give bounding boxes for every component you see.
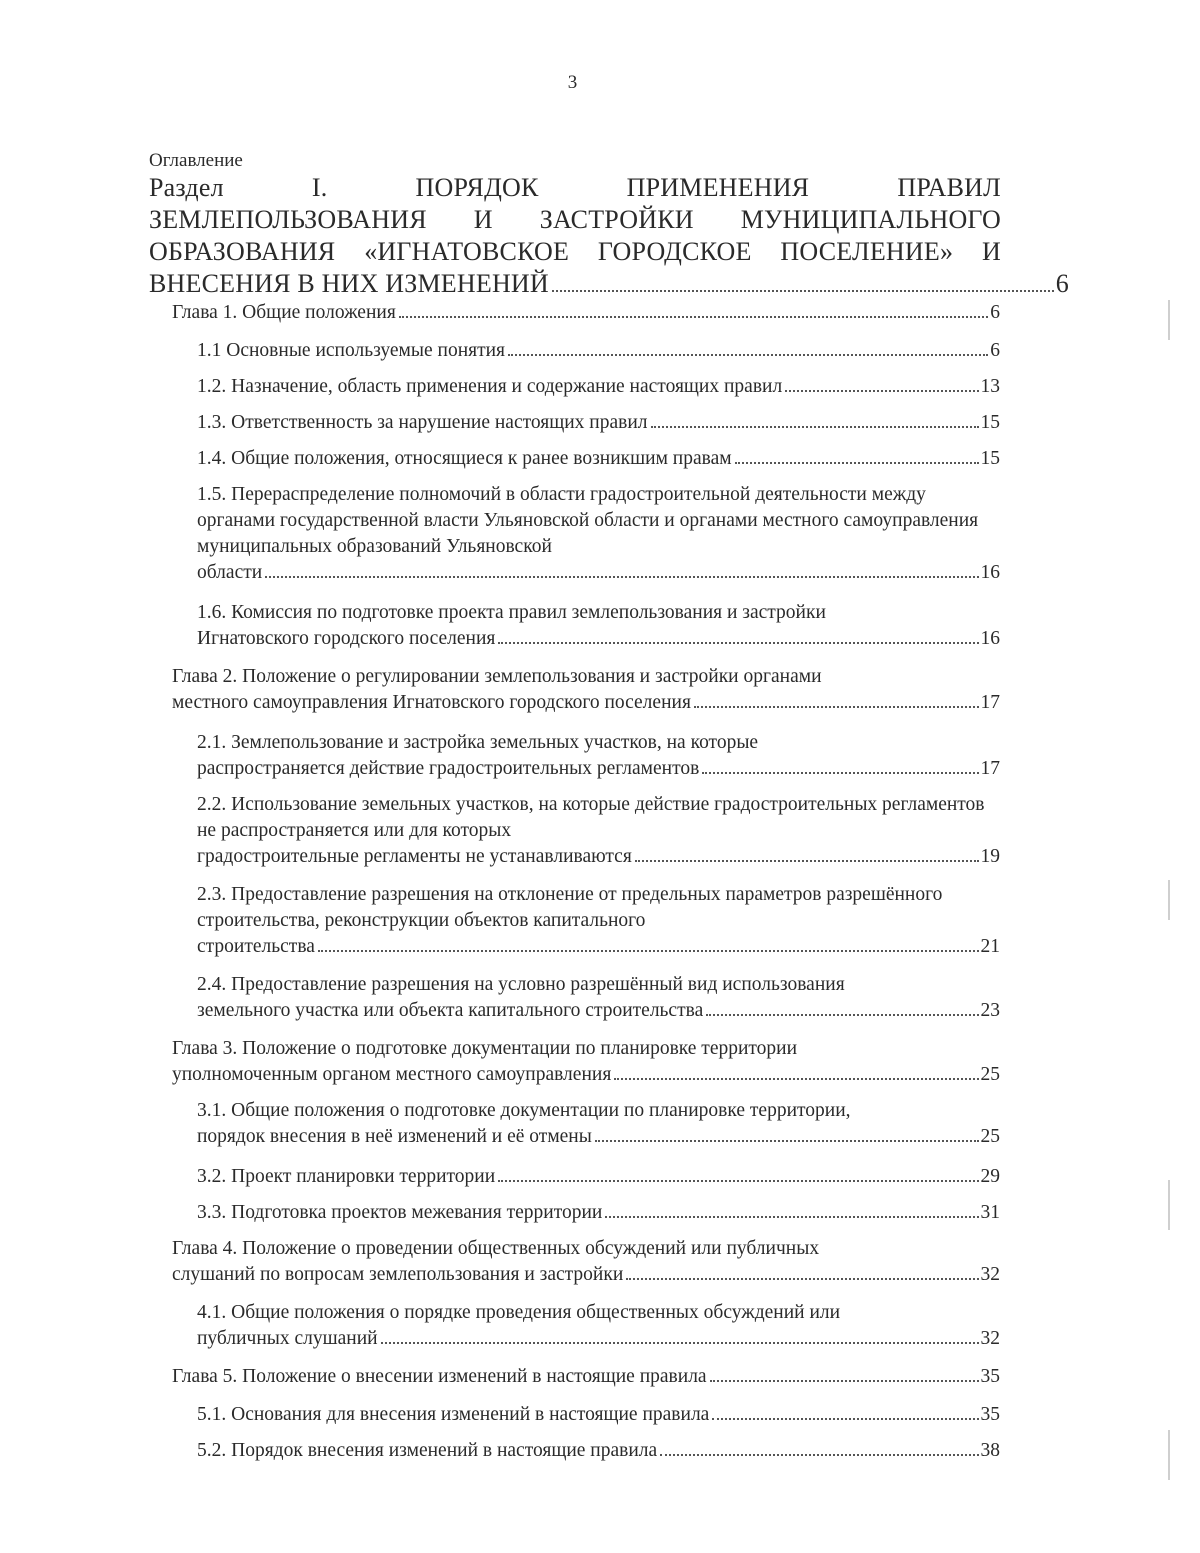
dot-leader xyxy=(614,1078,978,1080)
entry-title-lead: Глава 3. Положение о подготовке документации по планировке территории xyxy=(172,1038,798,1059)
entry-page-number: 17 xyxy=(980,758,1000,779)
dot-leader xyxy=(706,1014,978,1016)
toc-entry-3-3[interactable] xyxy=(197,1200,1000,1226)
toc-entry-1-6[interactable] xyxy=(197,600,1000,652)
entry-title: публичных слушаний xyxy=(197,1328,378,1349)
dot-leader xyxy=(508,354,988,356)
dot-leader xyxy=(265,576,978,578)
dot-leader xyxy=(399,316,988,318)
dot-leader xyxy=(498,1180,978,1182)
section-title-line-3: ОБРАЗОВАНИЯ «ИГНАТОВСКОЕ ГОРОДСКОЕ ПОСЕЛЕНИЕ» И xyxy=(149,237,1001,266)
scan-edge-mark xyxy=(1168,880,1170,920)
entry-page-number: 25 xyxy=(980,1064,1000,1085)
dot-leader xyxy=(712,1418,978,1420)
entry-title-lead: 2.2. Использование земельных участков, на которые действие градостроительных регламентов не распространяется или для которых xyxy=(197,794,985,841)
toc-entry-3-2[interactable] xyxy=(197,1164,1000,1190)
toc-entry-chapter-5[interactable] xyxy=(172,1364,1000,1390)
toc-entry-4-1[interactable] xyxy=(197,1300,1000,1352)
entry-title-lead: Глава 2. Положение о регулировании землепользования и застройки органами xyxy=(172,666,822,687)
entry-title: строительства xyxy=(197,936,315,957)
scan-edge-mark xyxy=(1168,1430,1170,1480)
toc-entry-chapter-2[interactable] xyxy=(172,664,1000,716)
toc-entry-1-3[interactable] xyxy=(197,410,1000,436)
entry-title: 1.1 Основные используемые понятия xyxy=(197,340,506,361)
toc-entry-2-4[interactable] xyxy=(197,972,1000,1024)
dot-leader xyxy=(552,290,1054,292)
entry-page-number: 31 xyxy=(980,1202,1000,1223)
dot-leader xyxy=(318,950,979,952)
entry-title: уполномоченным органом местного самоуправления xyxy=(172,1064,612,1085)
entry-title: 5.2. Порядок внесения изменений в настоящие правила xyxy=(197,1440,658,1461)
entry-page-number: 6 xyxy=(990,302,1000,323)
dot-leader xyxy=(626,1278,978,1280)
toc-entry-chapter-1[interactable] xyxy=(172,300,1000,326)
entry-title-lead: 2.4. Предоставление разрешения на условно разрешённый вид использования xyxy=(197,974,845,995)
entry-title: земельного участка или объекта капитального строительства xyxy=(197,1000,704,1021)
toc-section-1[interactable] xyxy=(149,172,1069,300)
entry-title: местного самоуправления Игнатовского городского поселения xyxy=(172,692,691,713)
section-title-line-2: ЗЕМЛЕПОЛЬЗОВАНИЯ И ЗАСТРОЙКИ МУНИЦИПАЛЬНОГО xyxy=(149,205,1001,234)
entry-page-number: 17 xyxy=(980,692,1000,713)
entry-title: 3.3. Подготовка проектов межевания территории xyxy=(197,1202,603,1223)
scan-edge-mark xyxy=(1168,300,1170,340)
entry-page-number: 29 xyxy=(980,1166,1000,1187)
entry-page-number: 16 xyxy=(980,562,1000,583)
toc-entry-chapter-3[interactable] xyxy=(172,1036,1000,1088)
entry-title-lead: 3.1. Общие положения о подготовке документации по планировке территории, xyxy=(197,1100,851,1121)
toc-entry-1-4[interactable] xyxy=(197,446,1000,472)
dot-leader xyxy=(702,772,978,774)
entry-title: градостроительные регламенты не устанавливаются xyxy=(197,846,632,867)
dot-leader xyxy=(498,642,978,644)
dot-leader xyxy=(595,1140,979,1142)
dot-leader xyxy=(660,1454,978,1456)
dot-leader xyxy=(785,390,978,392)
entry-title: порядок внесения в неё изменений и её отмены xyxy=(197,1126,592,1147)
entry-title: 1.4. Общие положения, относящиеся к ранее возникшим правам xyxy=(197,448,732,469)
entry-title: 1.3. Ответственность за нарушение настоящих правил xyxy=(197,412,648,433)
entry-page-number: 15 xyxy=(980,448,1000,469)
section-title-line-4: ВНЕСЕНИЯ В НИХ ИЗМЕНЕНИЙ xyxy=(149,269,549,298)
toc-entry-1-1[interactable] xyxy=(197,338,1000,364)
toc-entry-5-1[interactable] xyxy=(197,1402,1000,1428)
toc-entry-chapter-4[interactable] xyxy=(172,1236,1000,1288)
page-number: 3 xyxy=(567,72,578,93)
entry-page-number: 13 xyxy=(980,376,1000,397)
entry-title: 1.2. Назначение, область применения и содержание настоящих правил xyxy=(197,376,783,397)
entry-page-number: 23 xyxy=(980,1000,1000,1021)
entry-title: 3.2. Проект планировки территории xyxy=(197,1166,496,1187)
dot-leader xyxy=(381,1342,979,1344)
section-title-line-1: Раздел I. ПОРЯДОК ПРИМЕНЕНИЯ ПРАВИЛ xyxy=(149,173,1001,202)
entry-title: распространяется действие градостроительных регламентов xyxy=(197,758,700,779)
entry-page-number: 19 xyxy=(980,846,1000,867)
entry-page-number: 35 xyxy=(980,1404,1000,1425)
entry-title-lead: 2.3. Предоставление разрешения на отклонение от предельных параметров разрешённого строительства, реконструкции объектов капитального xyxy=(197,884,943,931)
entry-page-number: 21 xyxy=(980,936,1000,957)
toc-entry-2-2[interactable] xyxy=(197,792,1000,870)
entry-title: Глава 1. Общие положения xyxy=(172,302,396,323)
entry-title: области xyxy=(197,562,263,583)
toc-heading: Оглавление xyxy=(149,150,243,171)
entry-page-number: 32 xyxy=(980,1264,1000,1285)
dot-leader xyxy=(605,1216,978,1218)
toc-entry-1-2[interactable] xyxy=(197,374,1000,400)
toc-entry-2-3[interactable] xyxy=(197,882,1000,960)
toc-entry-1-5[interactable] xyxy=(197,482,1000,586)
entry-page-number: 6 xyxy=(990,340,1000,361)
toc-entry-2-1[interactable] xyxy=(197,730,1000,782)
entry-page-number: 35 xyxy=(980,1366,1000,1387)
toc-entry-3-1[interactable] xyxy=(197,1098,1000,1150)
entry-title: 5.1. Основания для внесения изменений в настоящие правила xyxy=(197,1404,710,1425)
entry-title-lead: 1.5. Перераспределение полномочий в области градостроительной деятельности между органами государственной власти Ульяновской области и органами местного самоуправления муниципальных образований Ульяновской xyxy=(197,484,979,557)
dot-leader xyxy=(694,706,979,708)
entry-title-lead: 2.1. Землепользование и застройка земельных участков, на которые xyxy=(197,732,759,753)
entry-page-number: 38 xyxy=(980,1440,1000,1461)
scan-edge-mark xyxy=(1168,1180,1170,1230)
entry-title-lead: 4.1. Общие положения о порядке проведения общественных обсуждений или xyxy=(197,1302,841,1323)
entry-page-number: 16 xyxy=(980,628,1000,649)
dot-leader xyxy=(651,426,979,428)
dot-leader xyxy=(735,462,979,464)
entry-title: Игнатовского городского поселения xyxy=(197,628,496,649)
entry-title: Глава 5. Положение о внесении изменений в настоящие правила xyxy=(172,1366,707,1387)
entry-page-number: 15 xyxy=(980,412,1000,433)
entry-page-number: 32 xyxy=(980,1328,1000,1349)
entry-title: слушаний по вопросам землепользования и застройки xyxy=(172,1264,624,1285)
section-page-number: 6 xyxy=(1055,269,1069,298)
dot-leader xyxy=(635,860,979,862)
entry-page-number: 25 xyxy=(980,1126,1000,1147)
dot-leader xyxy=(710,1380,979,1382)
entry-title-lead: Глава 4. Положение о проведении общественных обсуждений или публичных xyxy=(172,1238,820,1259)
toc-entry-5-2[interactable] xyxy=(197,1438,1000,1464)
entry-title-lead: 1.6. Комиссия по подготовке проекта правил землепользования и застройки xyxy=(197,602,826,623)
